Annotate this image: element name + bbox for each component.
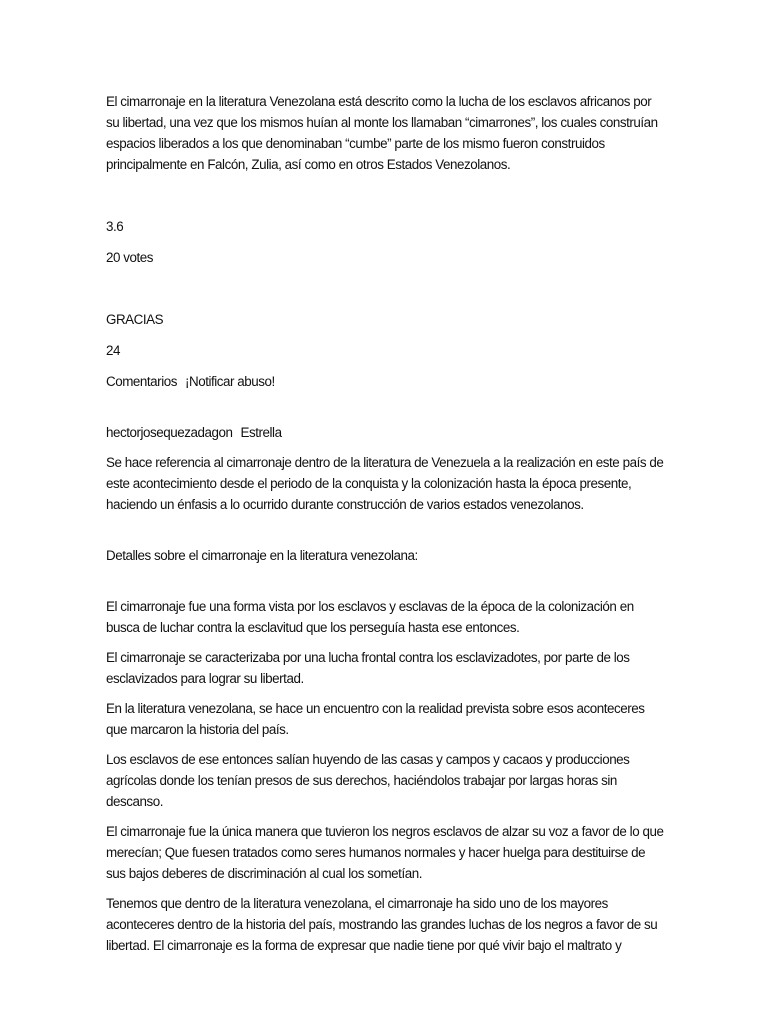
- details-paragraph-4: Los esclavos de ese entonces salían huyendo de las casas y campos y cacaos y producciones agrícolas donde los tenían presos de sus derechos, haciéndolos trabajar por largas horas sin descanso.: [106, 752, 630, 809]
- answer-paragraph: Se hace referencia al cimarronaje dentro de la literatura de Venezuela a la realización en este país de este acontecimiento desde el periodo de la conquista y la colonización hasta la época presente, haciendo un énfasis a lo ocurrido durante construcción de varios estados venezolanos.: [106, 455, 664, 512]
- comments-label[interactable]: Comentarios: [106, 374, 177, 389]
- thanks-label: GRACIAS: [106, 312, 164, 327]
- details-paragraph-6: Tenemos que dentro de la literatura venezolana, el cimarronaje ha sido uno de los mayores aconteceres dentro de la historia del país, mostrando las grandes luchas de los negros a favor de su libertad. El cimarronaje es la forma de expresar que nadie tiene por qué vivir bajo el maltrato y: [106, 896, 658, 953]
- details-paragraph-2: El cimarronaje se caracterizaba por una lucha frontal contra los esclavizadotes, por parte de los esclavizados para lograr su libertad.: [106, 650, 630, 686]
- details-paragraph-1: El cimarronaje fue una forma vista por los esclavos y esclavas de la época de la colonización en busca de luchar contra la esclavitud que los perseguía hasta ese entonces.: [106, 599, 634, 635]
- details-paragraph-5: El cimarronaje fue la única manera que tuvieron los negros esclavos de alzar su voz a favor de lo que merecían; Que fuesen tratados como seres humanos normales y hacer huelga para destituirse de sus bajos deberes de discriminación al cual los sometían.: [106, 824, 664, 881]
- votes-count: 20 votes: [106, 250, 154, 265]
- details-paragraph-3: En la literatura venezolana, se hace un encuentro con la realidad prevista sobre esos aconteceres que marcaron la historia del país.: [106, 701, 645, 737]
- details-heading: Detalles sobre el cimarronaje en la literatura venezolana:: [106, 548, 418, 563]
- intro-paragraph: El cimarronaje en la literatura Venezolana está descrito como la lucha de los esclavos africanos por su libertad, una vez que los mismos huían al monte los llamaban “cimarrones”, los cuales construían espacios liberados a los que denominaban “cumbe” parte de los mismo fueron construidos principalmente en Falcón, Zulia, así como en otros Estados Venezolanos.: [106, 94, 658, 172]
- thanks-count: 24: [106, 343, 120, 358]
- report-abuse-link[interactable]: ¡Notificar abuso!: [184, 374, 275, 389]
- document-page: [106, 91, 666, 956]
- rating-value: 3.6: [106, 219, 124, 234]
- author-name[interactable]: hectorjosequezadagon: [106, 425, 233, 440]
- author-rank: Estrella: [240, 425, 282, 440]
- author-row: [106, 422, 666, 443]
- comments-row: [106, 371, 666, 392]
